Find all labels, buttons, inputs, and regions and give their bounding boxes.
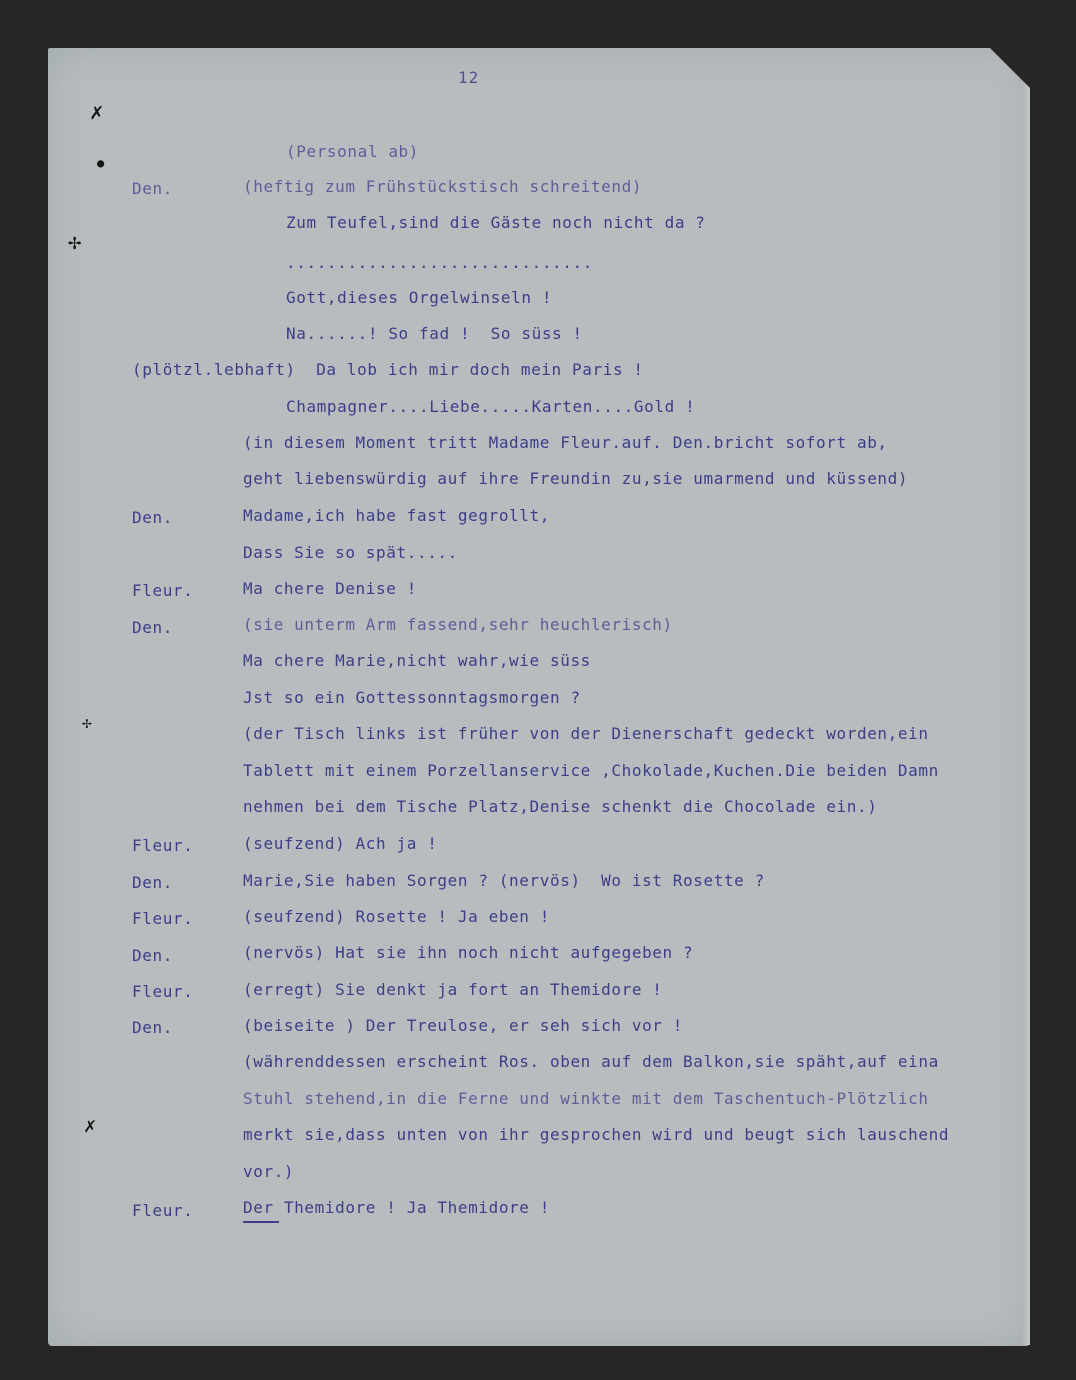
script-line: nehmen bei dem Tische Platz,Denise schenkt die Chocolade ein.) <box>243 797 878 816</box>
script-line: (sie unterm Arm fassend,sehr heuchlerisch) <box>243 615 673 634</box>
dot-mark-icon: ● <box>97 156 105 170</box>
speaker-label: Fleur. <box>132 909 194 928</box>
speaker-label: Den. <box>132 618 173 637</box>
script-line: (der Tisch links ist früher von der Dienerschaft gedeckt worden,ein <box>243 724 929 743</box>
speaker-label: Fleur. <box>132 1201 194 1220</box>
script-line: (plötzl.lebhaft) Da lob ich mir doch mein Paris ! <box>132 360 644 379</box>
paper-edge <box>1022 55 1030 1345</box>
script-line: Na......! So fad ! So süss ! <box>286 324 583 343</box>
script-line: .............................. <box>286 253 593 272</box>
speaker-label: Den. <box>132 179 173 198</box>
script-line: (seufzend) Ach ja ! <box>243 834 438 853</box>
script-line: (seufzend) Rosette ! Ja eben ! <box>243 907 550 926</box>
script-line: Madame,ich habe fast gegrollt, <box>243 506 550 525</box>
script-line: Ma chere Marie,nicht wahr,wie süss <box>243 651 591 670</box>
cross-mark-icon: ✢ <box>68 230 82 255</box>
script-line: geht liebenswürdig auf ihre Freundin zu,sie umarmend und küssend) <box>243 469 909 488</box>
script-line: (beiseite ) Der Treulose, er seh sich vor ! <box>243 1016 684 1035</box>
script-line: Marie,Sie haben Sorgen ? (nervös) Wo ist Rosette ? <box>243 871 765 890</box>
script-line: Ma chere Denise ! <box>243 579 417 598</box>
speaker-label: Den. <box>132 873 173 892</box>
script-line: Der Themidore ! Ja Themidore ! <box>243 1198 550 1217</box>
script-line: Jst so ein Gottessonntagsmorgen ? <box>243 688 581 707</box>
speaker-label: Den. <box>132 508 173 527</box>
speaker-label: Fleur. <box>132 581 194 600</box>
page-number: 12 <box>458 68 480 87</box>
script-line: (heftig zum Frühstückstisch schreitend) <box>243 177 643 196</box>
speaker-label: Fleur. <box>132 982 194 1001</box>
x-mark-icon: ✗ <box>90 100 104 125</box>
speaker-label: Den. <box>132 1018 173 1037</box>
script-line: (währenddessen erscheint Ros. oben auf dem Balkon,sie späht,auf eina <box>243 1052 939 1071</box>
script-line: Dass Sie so spät..... <box>243 543 458 562</box>
tear-mark-icon: ✗ <box>84 1113 97 1137</box>
script-line: merkt sie,dass unten von ihr gesprochen wird und beugt sich lauschend <box>243 1125 950 1144</box>
speaker-label: Fleur. <box>132 836 194 855</box>
script-line: Stuhl stehend,in die Ferne und winkte mit dem Taschentuch-Plötzlich <box>243 1089 929 1108</box>
script-line: (erregt) Sie denkt ja fort an Themidore ! <box>243 980 663 999</box>
script-line: vor.) <box>243 1162 295 1181</box>
cross-mark-icon: ✢ <box>82 713 92 732</box>
script-line: Zum Teufel,sind die Gäste noch nicht da ? <box>286 213 706 232</box>
script-line: (in diesem Moment tritt Madame Fleur.auf. Den.bricht sofort ab, <box>243 433 888 452</box>
underline-mark <box>243 1221 279 1223</box>
script-line: (Personal ab) <box>286 142 420 161</box>
speaker-label: Den. <box>132 946 173 965</box>
script-line: Gott,dieses Orgelwinseln ! <box>286 288 553 307</box>
script-line: Tablett mit einem Porzellanservice ,Chokolade,Kuchen.Die beiden Damn <box>243 761 939 780</box>
script-line: (nervös) Hat sie ihn noch nicht aufgegeben ? <box>243 943 694 962</box>
script-line: Champagner....Liebe.....Karten....Gold ! <box>286 397 696 416</box>
